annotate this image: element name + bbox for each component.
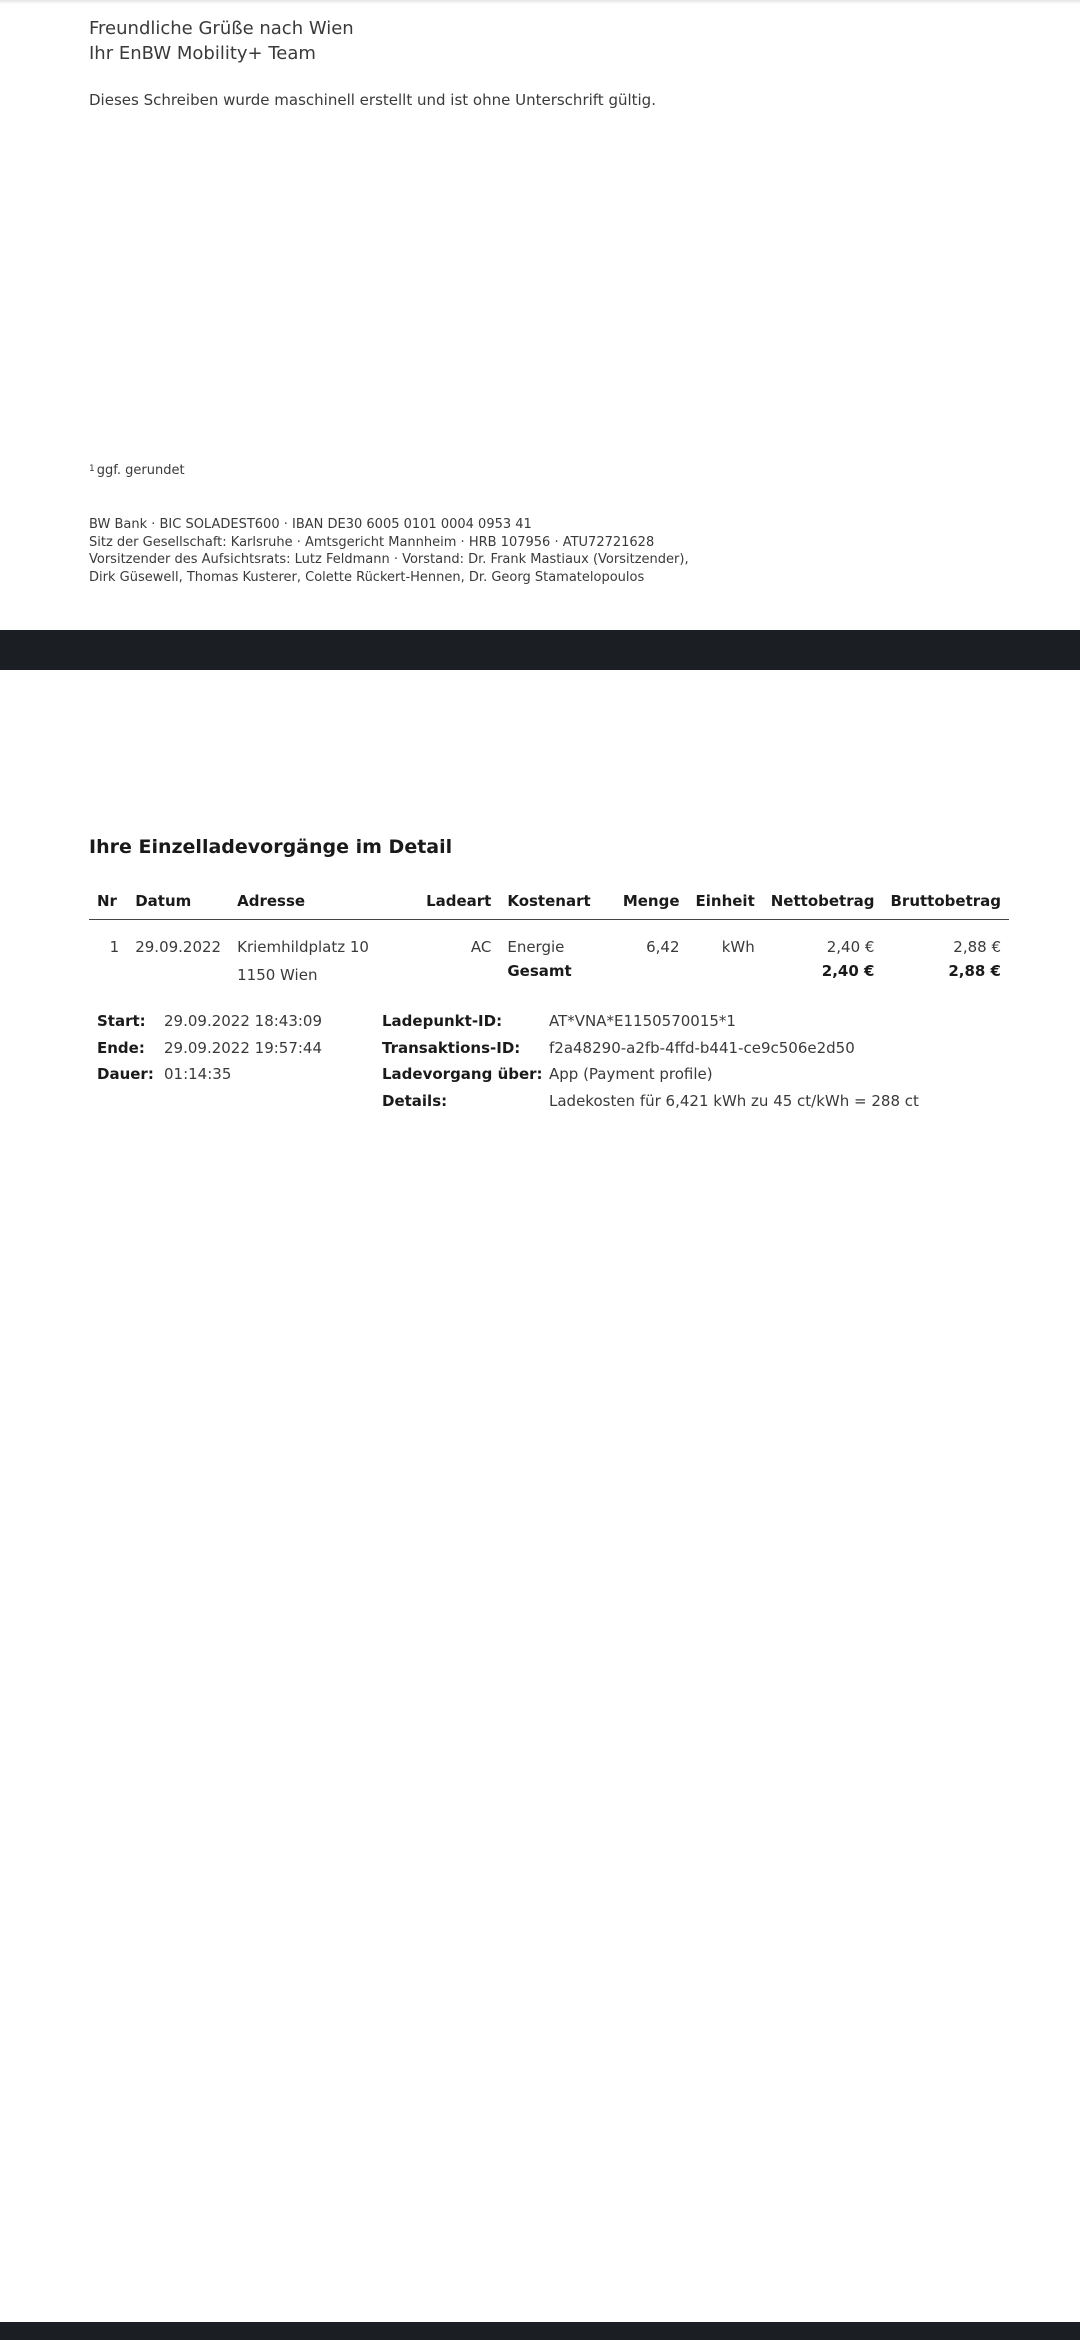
details-label: Details: xyxy=(382,1091,448,1110)
cell-total-label: Gesamt xyxy=(507,962,572,980)
cell-total-netto: 2,40 € xyxy=(821,962,875,980)
transaction-row xyxy=(382,1035,919,1062)
cell-ladeart: AC xyxy=(470,938,492,956)
col-datum: Datum xyxy=(127,888,229,920)
charging-sessions-table xyxy=(89,888,1009,986)
duration-label: Dauer: xyxy=(97,1065,154,1083)
col-adresse: Adresse xyxy=(229,888,418,920)
chargepoint-label: Ladepunkt-ID: xyxy=(382,1012,503,1030)
start-row xyxy=(97,1008,322,1035)
cell-adresse-street: Kriemhildplatz 10 xyxy=(237,938,369,956)
col-brutto: Bruttobetrag xyxy=(882,888,1009,920)
chargepoint-row xyxy=(382,1008,919,1035)
cell-nr: 1 xyxy=(109,938,120,956)
via-row xyxy=(382,1061,919,1088)
duration-row xyxy=(97,1061,322,1088)
end-value: 29.09.2022 19:57:44 xyxy=(164,1038,323,1057)
duration-value: 01:14:35 xyxy=(164,1065,232,1083)
legal-line-board-2: Dirk Güsewell, Thomas Kusterer, Colette Rückert-Hennen, Dr. Georg Stamatelopoulos xyxy=(89,569,645,585)
cell-netto: 2,40 € xyxy=(826,938,875,956)
transaction-label: Transaktions-ID: xyxy=(382,1038,521,1057)
cell-kostenart: Energie xyxy=(507,938,565,956)
cell-datum: 29.09.2022 xyxy=(135,938,222,956)
via-value: App (Payment profile) xyxy=(549,1065,713,1083)
legal-footer xyxy=(89,516,689,586)
cell-total-brutto: 2,88 € xyxy=(948,962,1001,980)
col-netto: Nettobetrag xyxy=(763,888,883,920)
end-row xyxy=(97,1035,322,1062)
cell-brutto: 2,88 € xyxy=(953,938,1001,956)
via-label: Ladevorgang über: xyxy=(382,1065,543,1083)
cell-adresse-city: 1150 Wien xyxy=(237,966,318,984)
chargepoint-value: AT*VNA*E1150570015*1 xyxy=(549,1012,736,1030)
col-einheit: Einheit xyxy=(688,888,763,920)
legal-line-board-1: Vorsitzender des Aufsichtsrats: Lutz Feldmann · Vorstand: Dr. Frank Mastiaux (Vorsitzender), xyxy=(89,552,689,567)
footnote-text: ggf. gerundet xyxy=(96,463,185,478)
closing-line-1: Freundliche Grüße nach Wien xyxy=(89,18,354,39)
footnote xyxy=(89,462,185,480)
closing-line-2: Ihr EnBW Mobility+ Team xyxy=(89,43,316,64)
start-label: Start: xyxy=(97,1012,146,1030)
col-ladeart: Ladeart xyxy=(418,888,499,920)
start-value: 29.09.2022 18:43:09 xyxy=(164,1012,323,1030)
table-header-row xyxy=(89,888,1009,920)
closing-greeting xyxy=(89,16,354,66)
detail-section-title: Ihre Einzelladevorgänge im Detail xyxy=(89,836,453,858)
table-total-row xyxy=(89,960,1009,986)
transaction-value: f2a48290-a2fb-4ffd-b441-ce9c506e2d50 xyxy=(549,1038,855,1057)
col-nr: Nr xyxy=(89,888,127,920)
letter-page xyxy=(0,0,1080,630)
page-separator xyxy=(0,630,1080,670)
session-times xyxy=(97,1008,322,1088)
bottom-separator xyxy=(0,2322,1080,2340)
session-details xyxy=(382,1008,919,1114)
footnote-mark: 1 xyxy=(89,464,95,474)
details-row xyxy=(382,1088,919,1115)
col-menge: Menge xyxy=(615,888,688,920)
cell-einheit: kWh xyxy=(721,938,755,956)
machine-generated-note: Dieses Schreiben wurde maschinell erstellt und ist ohne Unterschrift gültig. xyxy=(89,91,656,109)
details-value: Ladekosten für 6,421 kWh zu 45 ct/kWh = 288 ct xyxy=(549,1091,919,1110)
end-label: Ende: xyxy=(97,1038,145,1057)
legal-line-bank: BW Bank · BIC SOLADEST600 · IBAN DE30 6005 0101 0004 0953 41 xyxy=(89,517,532,532)
col-kostenart: Kostenart xyxy=(499,888,614,920)
table-row xyxy=(89,920,1009,961)
legal-line-registry: Sitz der Gesellschaft: Karlsruhe · Amtsgericht Mannheim · HRB 107956 · ATU72721628 xyxy=(89,534,655,550)
cell-menge: 6,42 xyxy=(646,938,680,956)
